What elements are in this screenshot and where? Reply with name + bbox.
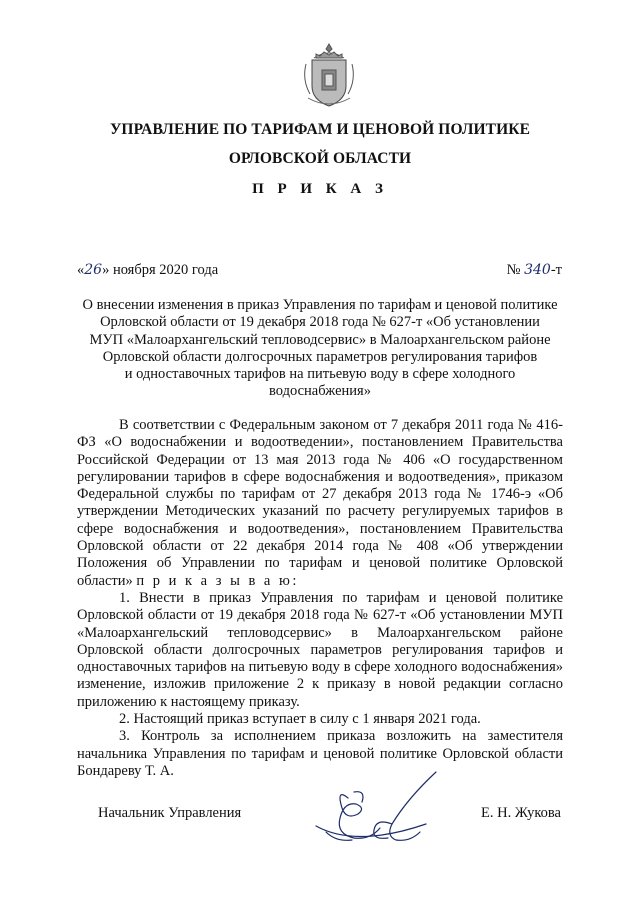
- order-title-line: и одноставочных тарифов на питьевую воду в сфере холодного: [124, 366, 516, 383]
- handwritten-signature: [296, 768, 446, 858]
- date-day-handwritten: 26: [84, 262, 103, 278]
- order-body: [77, 417, 563, 780]
- order-verb: п р и к а з ы в а ю:: [136, 572, 299, 589]
- date-open-quote: «: [77, 262, 85, 278]
- agency-name-line2: ОРЛОВСКОЙ ОБЛАСТИ: [228, 150, 412, 167]
- order-title: [77, 297, 563, 401]
- item-3-paragraph: 3. Контроль за исполнением приказа возложить на заместителя начальника Управления по тарифам и ценовой политике Орловской области Бондареву Т. А.: [77, 728, 563, 779]
- order-number-handwritten: 340: [524, 262, 551, 278]
- order-title-line: водоснабжения»: [269, 383, 371, 400]
- order-date: [77, 262, 218, 279]
- order-title-line: Орловской области от 19 декабря 2018 года № 627-т «Об установлении: [100, 314, 540, 331]
- signatory-position: Начальник Управления: [98, 805, 242, 821]
- order-title-line: МУП «Малоархангельский тепловодсервис» в Малоархангельском районе: [89, 331, 551, 348]
- preamble-paragraph: [77, 417, 563, 590]
- order-number-suffix: -т: [550, 262, 562, 278]
- item-2-paragraph: 2. Настоящий приказ вступает в силу с 1 января 2021 года.: [119, 711, 481, 728]
- coat-of-arms-emblem: [298, 40, 360, 112]
- order-number: [507, 262, 562, 279]
- preamble-text: В соответствии с Федеральным законом от 7 декабря 2011 года № 416-ФЗ «О водоснабжении и водоотведении», постановлением Правительства Российской Федерации от 13 мая 2013 года № 406 «О государственном регулировании тарифов в сфере водоснабжения и водоотведения», приказом Федеральной службы по тарифам от 27 декабря 2013 года № 1746-э «Об утверждении Методических указаний по расчету регулируемых тарифов в сфере водоснабжения и водоотведения», постановлением Правительства Орловской области от 22 декабря 2014 года № 408 «Об утверждении Положения об Управлении по тарифам и ценовой политике Орловской области»: [77, 417, 563, 589]
- signatory-name: Е. Н. Жукова: [480, 805, 561, 821]
- order-title-line: О внесении изменения в приказ Управления по тарифам и ценовой политике: [82, 297, 558, 313]
- order-number-sign: №: [506, 262, 521, 278]
- order-title-line: Орловской области долгосрочных параметров регулирования тарифов: [102, 348, 538, 365]
- item-1-paragraph: 1. Внести в приказ Управления по тарифам и ценовой политике Орловской области от 19 декабря 2018 года № 627-т «Об установлении МУП «Малоархангельский тепловодсервис» в Малоархангельском районе Орловской области долгосрочных параметров регулирования тарифов и одноставочных тарифов на питьевую воду в сфере холодного водоснабжения» изменение, изложив приложение 2 к приказу в новой редакции согласно приложению к настоящему приказу.: [77, 589, 563, 710]
- date-month-year: » ноября 2020 года: [102, 262, 219, 278]
- document-type-heading: П Р И К А З: [252, 181, 388, 197]
- agency-name-line1: УПРАВЛЕНИЕ ПО ТАРИФАМ И ЦЕНОВОЙ ПОЛИТИКЕ: [109, 121, 531, 138]
